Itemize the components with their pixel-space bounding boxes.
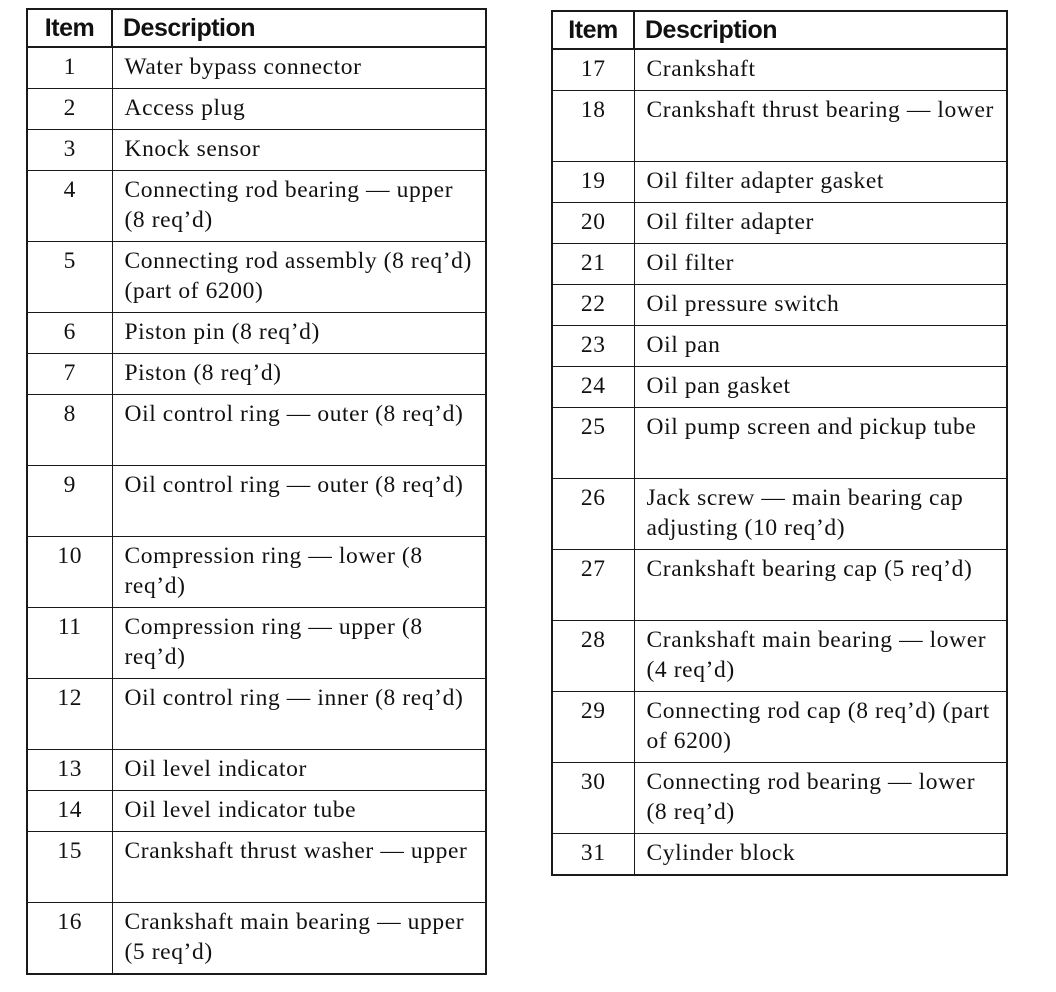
- item-description: Oil control ring — outer (8 req’d): [112, 466, 486, 537]
- table-row: [27, 791, 486, 832]
- column-header-description: Description: [634, 11, 1007, 49]
- item-number: 3: [27, 130, 112, 171]
- item-description: Oil level indicator tube: [112, 791, 486, 832]
- item-number: 19: [552, 162, 634, 203]
- item-number: 28: [552, 621, 634, 692]
- item-number: 6: [27, 313, 112, 354]
- table-row: [27, 679, 486, 750]
- item-number: 21: [552, 244, 634, 285]
- item-description: Connecting rod bearing — lower (8 req’d): [634, 763, 1007, 834]
- table-row: [552, 408, 1007, 479]
- parts-table-right: [551, 10, 1008, 876]
- table-row: [552, 550, 1007, 621]
- item-number: 10: [27, 537, 112, 608]
- item-description: Crankshaft main bearing — lower (4 req’d): [634, 621, 1007, 692]
- item-description: Oil control ring — inner (8 req’d): [112, 679, 486, 750]
- table-row: [552, 621, 1007, 692]
- item-number: 23: [552, 326, 634, 367]
- item-number: 27: [552, 550, 634, 621]
- table-row: [552, 49, 1007, 91]
- table-row: [552, 244, 1007, 285]
- item-number: 31: [552, 834, 634, 876]
- table-row: [552, 763, 1007, 834]
- item-description: Connecting rod bearing — upper (8 req’d): [112, 171, 486, 242]
- item-number: 20: [552, 203, 634, 244]
- item-number: 1: [27, 47, 112, 89]
- table-row: [27, 47, 486, 89]
- item-number: 30: [552, 763, 634, 834]
- item-number: 16: [27, 903, 112, 975]
- table-row: [552, 162, 1007, 203]
- item-number: 12: [27, 679, 112, 750]
- item-number: 24: [552, 367, 634, 408]
- item-description: Compression ring — upper (8 req’d): [112, 608, 486, 679]
- item-description: Connecting rod cap (8 req’d) (part of 6200): [634, 692, 1007, 763]
- item-description: Connecting rod assembly (8 req’d) (part of 6200): [112, 242, 486, 313]
- item-number: 26: [552, 479, 634, 550]
- item-description: Oil pressure switch: [634, 285, 1007, 326]
- table-row: [27, 832, 486, 903]
- item-description: Piston (8 req’d): [112, 354, 486, 395]
- table-row: [552, 285, 1007, 326]
- table-row: [552, 91, 1007, 162]
- item-number: 4: [27, 171, 112, 242]
- table-row: [27, 171, 486, 242]
- item-number: 5: [27, 242, 112, 313]
- table-row: [27, 395, 486, 466]
- table-row: [27, 750, 486, 791]
- item-number: 2: [27, 89, 112, 130]
- item-number: 14: [27, 791, 112, 832]
- table-row: [552, 203, 1007, 244]
- item-description: Knock sensor: [112, 130, 486, 171]
- item-description: Oil filter adapter: [634, 203, 1007, 244]
- item-description: Oil filter: [634, 244, 1007, 285]
- item-description: Compression ring — lower (8 req’d): [112, 537, 486, 608]
- table-row: [27, 89, 486, 130]
- column-header-item: Item: [27, 9, 112, 47]
- item-number: 11: [27, 608, 112, 679]
- table-row: [552, 326, 1007, 367]
- item-description: Water bypass connector: [112, 47, 486, 89]
- item-description: Oil level indicator: [112, 750, 486, 791]
- item-description: Crankshaft thrust bearing — lower: [634, 91, 1007, 162]
- item-number: 9: [27, 466, 112, 537]
- item-number: 13: [27, 750, 112, 791]
- item-description: Oil control ring — outer (8 req’d): [112, 395, 486, 466]
- item-description: Crankshaft: [634, 49, 1007, 91]
- column-header-description: Description: [112, 9, 486, 47]
- item-number: 22: [552, 285, 634, 326]
- item-number: 15: [27, 832, 112, 903]
- item-description: Crankshaft thrust washer — upper: [112, 832, 486, 903]
- parts-table-left: [26, 8, 487, 975]
- table-header-row: [27, 9, 486, 47]
- item-description: Oil pan gasket: [634, 367, 1007, 408]
- table-row: [552, 834, 1007, 876]
- item-description: Crankshaft main bearing — upper (5 req’d): [112, 903, 486, 975]
- table-row: [27, 903, 486, 975]
- table-row: [27, 466, 486, 537]
- table-row: [552, 692, 1007, 763]
- item-number: 25: [552, 408, 634, 479]
- table-row: [552, 479, 1007, 550]
- table-row: [27, 130, 486, 171]
- item-description: Jack screw — main bearing cap adjusting (10 req’d): [634, 479, 1007, 550]
- item-description: Oil pan: [634, 326, 1007, 367]
- item-number: 7: [27, 354, 112, 395]
- item-number: 17: [552, 49, 634, 91]
- item-description: Cylinder block: [634, 834, 1007, 876]
- item-description: Access plug: [112, 89, 486, 130]
- item-number: 8: [27, 395, 112, 466]
- column-header-item: Item: [552, 11, 634, 49]
- item-description: Crankshaft bearing cap (5 req’d): [634, 550, 1007, 621]
- table-row: [552, 367, 1007, 408]
- item-description: Piston pin (8 req’d): [112, 313, 486, 354]
- table-header-row: [552, 11, 1007, 49]
- item-description: Oil filter adapter gasket: [634, 162, 1007, 203]
- table-row: [27, 242, 486, 313]
- table-row: [27, 313, 486, 354]
- item-number: 29: [552, 692, 634, 763]
- item-number: 18: [552, 91, 634, 162]
- item-description: Oil pump screen and pickup tube: [634, 408, 1007, 479]
- table-row: [27, 354, 486, 395]
- table-row: [27, 608, 486, 679]
- table-row: [27, 537, 486, 608]
